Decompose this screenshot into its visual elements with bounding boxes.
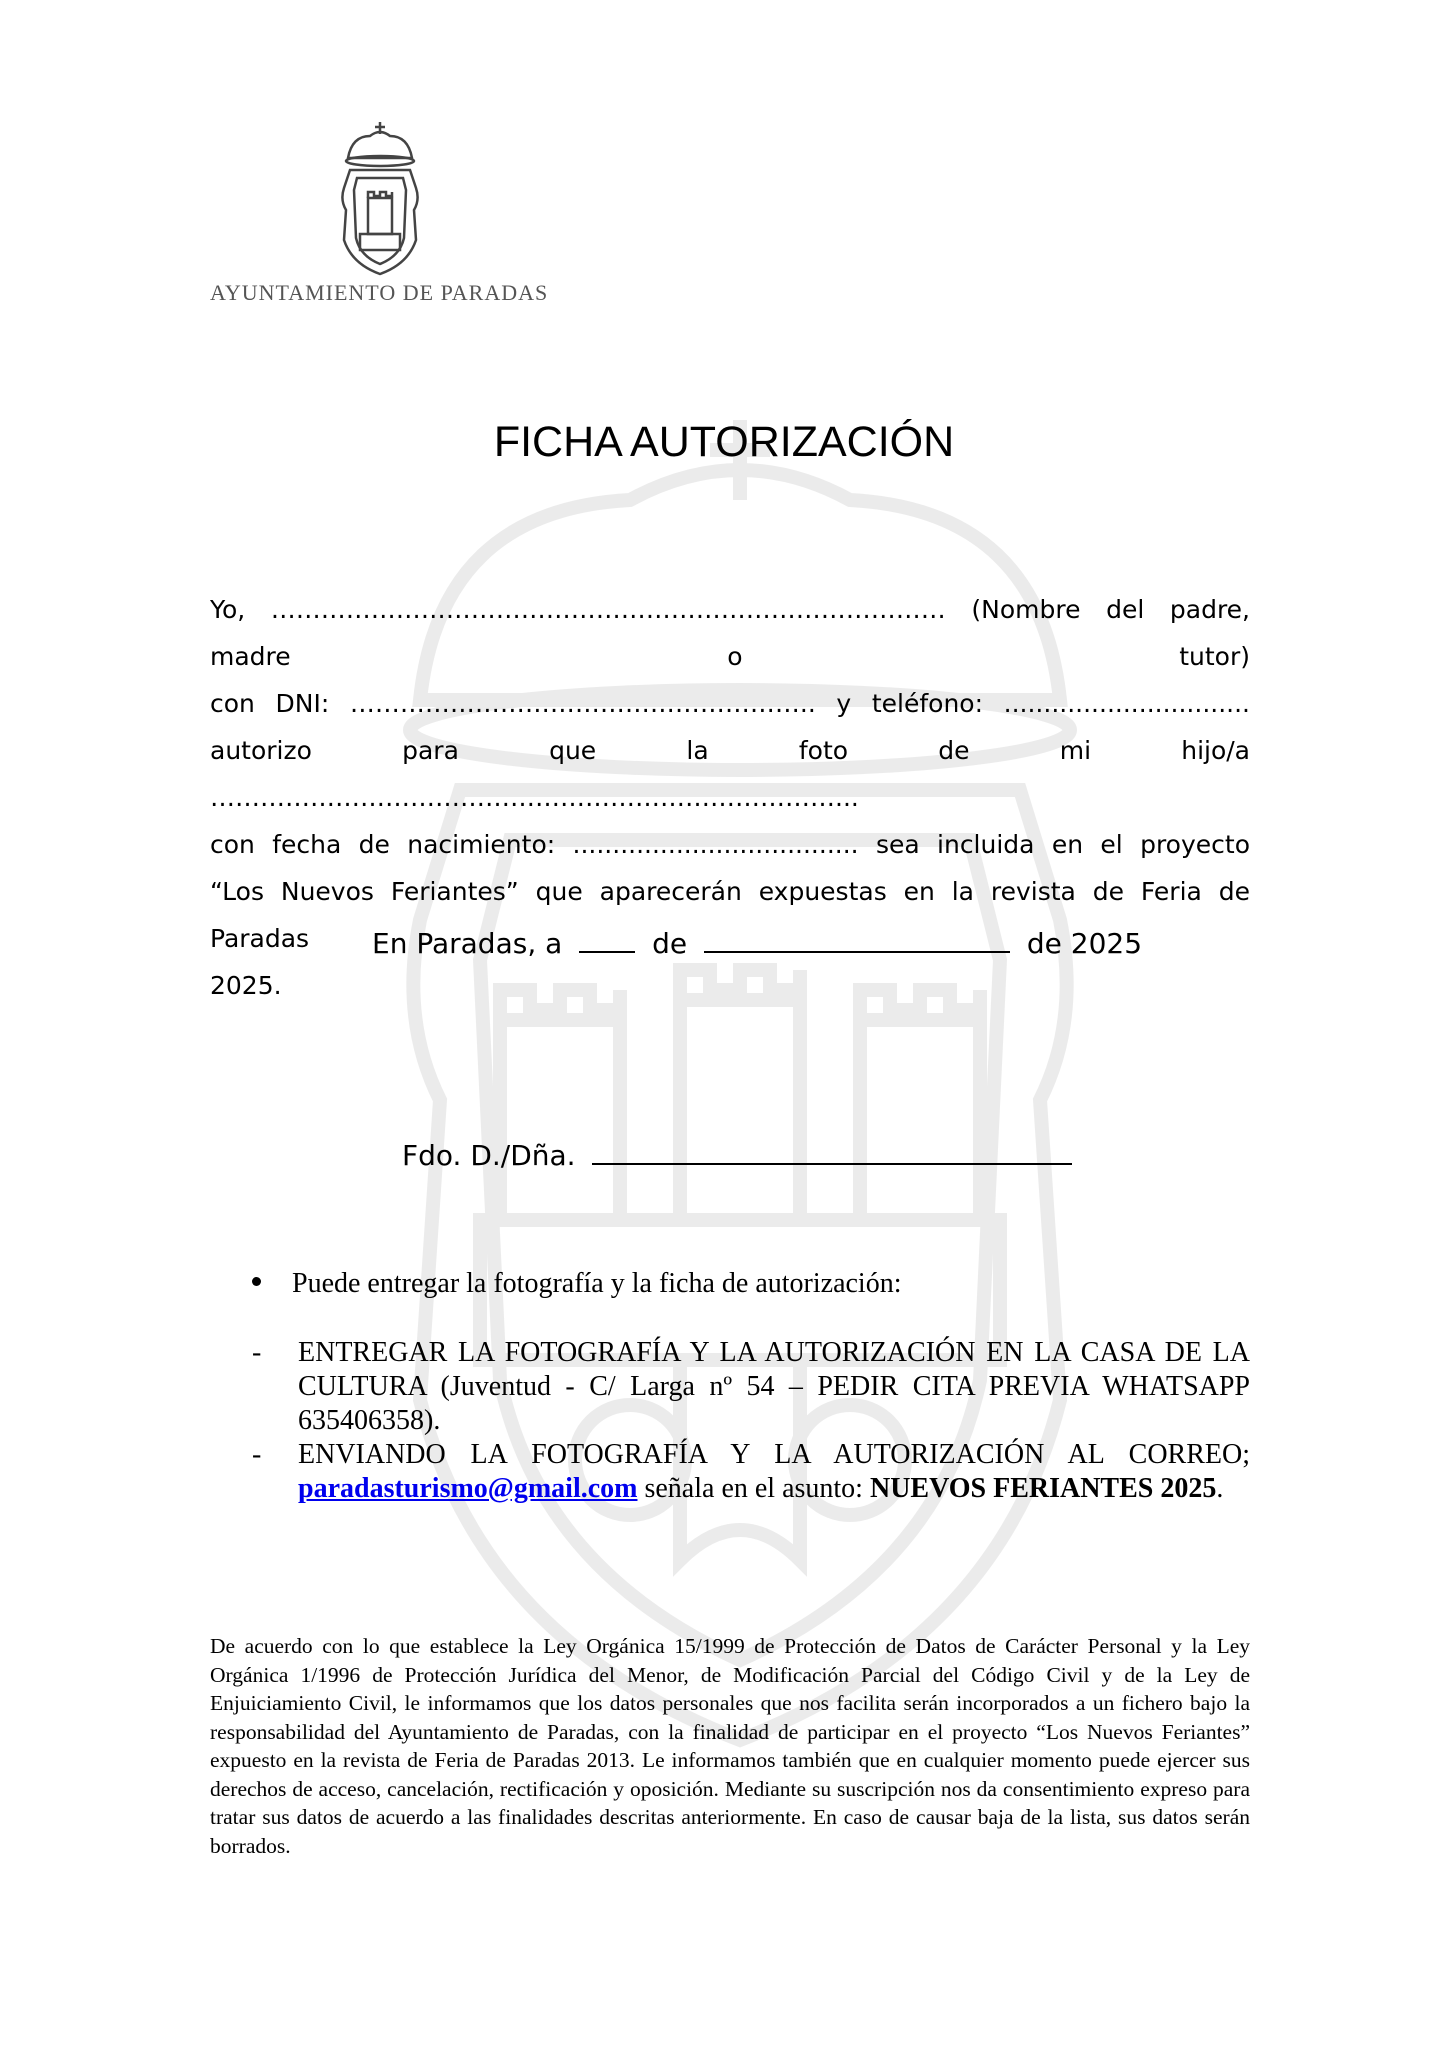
delivery-option-in-person-text: ENTREGAR LA FOTOGRAFÍA Y LA AUTORIZACIÓN EN LA CASA DE LA CULTURA (Juventud - C/ Larga nº 54 – PEDIR CITA PREVIA WHATSAPP 635406358).	[298, 1337, 1250, 1436]
day-blank[interactable]	[579, 924, 635, 953]
date-prefix: En Paradas, a	[372, 927, 563, 960]
signature-blank[interactable]	[592, 1136, 1072, 1165]
email-link[interactable]: paradasturismo@gmail.com	[298, 1473, 638, 1504]
dash-marker: -	[252, 1439, 262, 1470]
organization-name: AYUNTAMIENTO DE PARADAS	[210, 280, 549, 305]
delivery-intro	[252, 1268, 901, 1300]
legal-notice: De acuerdo con lo que establece la Ley Orgánica 15/1999 de Protección de Datos de Carácter Personal y la Ley Orgánica 1/1996 de Protección Jurídica del Menor, de Modificación Parcial del Código Civil y de la Ley de Enjuiciamiento Civil, le informamos que los datos personales que nos facilita serán incorporados a un fichero bajo la responsabilidad del Ayuntamiento de Paradas, con la finalidad de participar en el proyecto “Los Nuevos Feriantes” expuesto en la revista de Feria de Paradas 2013. Le informamos también que en cualquier momento puede ejercer sus derechos de acceso, cancelación, rectificación y oposición. Mediante su suscripción nos da consentimiento expreso para tratar sus datos de acuerdo a las finalidades descritas anteriormente. En caso de causar baja de la lista, sus datos serán borrados.	[210, 1634, 1250, 1858]
page-title: FICHA AUTORIZACIÓN	[493, 418, 955, 466]
form-line-year: 2025.	[210, 971, 282, 1000]
dash-marker: -	[252, 1337, 262, 1368]
delivery-option-in-person	[252, 1336, 1250, 1438]
form-line-project: “Los Nuevos Feriantes” que aparecerán expuestas en la revista de Feria de Paradas	[210, 877, 1250, 953]
delivery-option-email	[252, 1438, 1250, 1506]
delivery-intro-text: Puede entregar la fotografía y la ficha de autorización:	[292, 1268, 902, 1299]
email-subject: NUEVOS FERIANTES 2025	[869, 1473, 1217, 1504]
email-option-prefix: ENVIANDO LA FOTOGRAFÍA Y LA AUTORIZACIÓN AL CORREO;	[298, 1439, 1250, 1470]
form-line-name: Yo, ……………………………………………………………………… (Nombre del padre, madre o tutor)	[210, 595, 1250, 671]
form-line-dni-phone: con DNI: ……………………………………………….. y teléfono: ...............................	[210, 689, 1250, 718]
form-line-child: autorizo para que la foto de mi hijo/a …………………………………………………………………...	[210, 736, 1250, 812]
email-option-middle: señala en el asunto:	[644, 1473, 863, 1504]
delivery-options-list	[252, 1336, 1250, 1506]
date-suffix: de 2025	[1026, 927, 1143, 960]
bullet-icon	[252, 1277, 261, 1286]
form-line-birthdate: con fecha de nacimiento: .................................... sea incluida en el proyecto	[210, 830, 1250, 859]
email-option-end: .	[1216, 1473, 1224, 1504]
month-blank[interactable]	[704, 924, 1010, 953]
date-line	[372, 924, 1142, 960]
signature-label: Fdo. D./Dña.	[402, 1139, 576, 1172]
date-middle: de	[652, 927, 688, 960]
signature-line	[402, 1136, 1072, 1172]
coat-of-arms-logo	[330, 118, 430, 278]
